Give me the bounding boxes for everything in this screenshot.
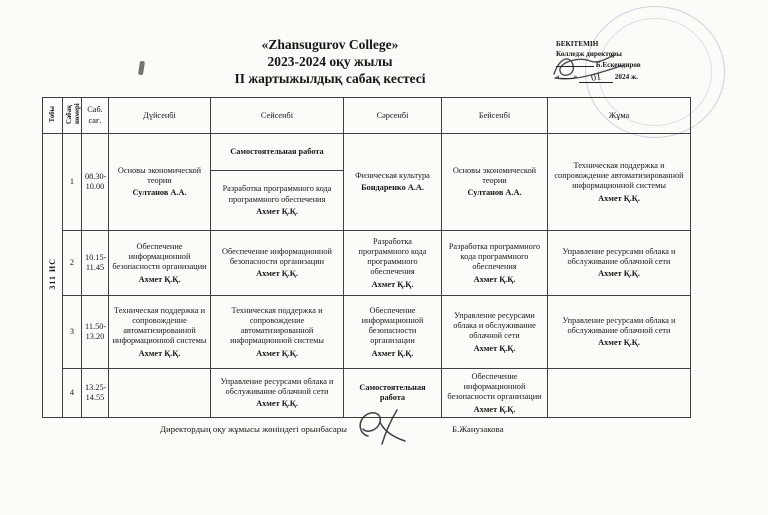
teacher: Ахмет Қ.Қ. — [473, 404, 516, 414]
deputy-director-name: Б.Жанузакова — [452, 424, 504, 434]
cell-friday-lesson4-empty — [548, 369, 691, 418]
college-name: «Zhansugurov College» — [261, 37, 399, 52]
header-row — [43, 98, 691, 134]
approval-year: 2024 ж. — [614, 72, 638, 81]
col-header-monday: Дүйсенбі — [109, 98, 211, 134]
teacher: Бондаренко А.А. — [361, 183, 424, 193]
col-header-group: Тобы — [43, 98, 63, 134]
col-header-tuesday: Сейсенбі — [211, 98, 344, 134]
schedule-subtitle: II жартыжылдық сабақ кестесі — [234, 71, 426, 86]
teacher: Ахмет Қ.Қ. — [256, 399, 298, 409]
col-header-wednesday: Сәрсенбі — [344, 98, 442, 134]
approval-label: БЕКІТЕМІН — [556, 40, 599, 48]
cell-friday-lesson2 — [548, 231, 691, 296]
subject: Разработка программного кода программного обеспечения — [222, 184, 332, 204]
deputy-director-label: Директордың оқу жұмысы жөніндегі орынбасары — [160, 424, 348, 434]
group-cell: 311 ИС — [43, 134, 63, 418]
teacher: Ахмет Қ.Қ. — [256, 348, 298, 358]
teacher: Ахмет Қ.Қ. — [473, 343, 516, 353]
subject: Управление ресурсами облака и обслуживание облачной сети — [562, 315, 676, 336]
cell-wednesday-lesson1 — [344, 134, 442, 231]
lesson3-time: 11.50-13.20 — [82, 296, 109, 369]
col-header-lesson-number: Сабақ нөмері — [63, 98, 82, 134]
teacher: Ахмет Қ.Қ. — [138, 274, 181, 284]
cell-tuesday-lesson1-bottom — [211, 171, 344, 231]
handwritten-month: 01 — [590, 70, 602, 84]
subject: Управление ресурсами облака и обслуживание облачной сети — [220, 376, 334, 397]
cell-wednesday-lesson3 — [344, 296, 442, 369]
teacher: Ахмет Қ.Қ. — [371, 348, 414, 358]
cell-tuesday-lesson4 — [211, 369, 344, 418]
teacher: Султанов А.А. — [467, 188, 522, 198]
quote-open: « — [556, 72, 560, 81]
director-name: Б.Ескендиров — [595, 61, 641, 69]
lesson1-row-top — [43, 134, 691, 171]
col-header-thursday: Бейсенбі — [442, 98, 548, 134]
teacher: Ахмет Қ.Қ. — [256, 269, 298, 279]
lesson2-number: 2 — [63, 231, 82, 296]
director-signature-scribble — [548, 50, 630, 84]
lesson3-row — [43, 296, 691, 369]
subject: Обеспечение информационной безопасности организации — [112, 241, 207, 272]
teacher: Ахмет Қ.Қ. — [256, 206, 298, 216]
teacher: Ахмет Қ.Қ. — [371, 279, 414, 289]
lesson2-time: 10.15-11.45 — [82, 231, 109, 296]
subject: Самостоятельная работа — [230, 147, 324, 157]
cell-monday-lesson3 — [109, 296, 211, 369]
teacher: Ахмет Қ.Қ. — [598, 338, 640, 348]
lesson1-number: 1 — [63, 134, 82, 231]
col-header-friday: Жұма — [548, 98, 691, 134]
cell-friday-lesson1 — [548, 134, 691, 231]
cell-monday-lesson1 — [109, 134, 211, 231]
document-title — [130, 36, 530, 87]
subject: Физическая культура — [355, 171, 430, 180]
teacher: Султанов А.А. — [132, 188, 187, 198]
quote-close: » — [573, 72, 578, 81]
lesson4-number: 4 — [63, 369, 82, 418]
teacher: Ахмет Қ.Қ. — [598, 269, 640, 279]
teacher: Ахмет Қ.Қ. — [473, 274, 516, 284]
subject: Основы экономической теории — [117, 165, 202, 186]
lesson2-row — [43, 231, 691, 296]
subject: Разработка программного кода программного обеспечения — [448, 241, 541, 272]
cell-thursday-lesson4 — [442, 369, 548, 418]
subject: Обеспечение информационной безопасности организации — [222, 246, 332, 267]
academic-year: 2023-2024 оқу жылы — [267, 54, 393, 69]
cell-monday-lesson4-empty — [109, 369, 211, 418]
subject: Самостоятельная работа — [359, 383, 426, 403]
cell-friday-lesson3 — [548, 296, 691, 369]
subject: Обеспечение информационной безопасности организации — [361, 305, 424, 346]
subject: Обеспечение информационной безопасности организации — [447, 371, 542, 402]
cell-tuesday-lesson2 — [211, 231, 344, 296]
director-role: Колледж директоры — [556, 49, 622, 58]
subject: Разработка программного кода программного обеспечения — [358, 236, 427, 277]
cell-tuesday-lesson1-top — [211, 134, 344, 171]
cell-monday-lesson2 — [109, 231, 211, 296]
cell-thursday-lesson1 — [442, 134, 548, 231]
deputy-signature-scribble — [352, 406, 410, 448]
subject: Техническая поддержка и сопровождение автоматизированной информационной системы — [230, 305, 324, 346]
teacher: Ахмет Қ.Қ. — [138, 348, 181, 358]
cell-thursday-lesson2 — [442, 231, 548, 296]
col-header-hours: Саб. сағ. — [82, 98, 109, 134]
cell-thursday-lesson3 — [442, 296, 548, 369]
lesson4-time: 13.25-14.55 — [82, 369, 109, 418]
subject: Техническая поддержка и сопровождение автоматизированной информационной системы — [554, 160, 684, 191]
subject: Управление ресурсами облака и обслуживание облачной сети — [453, 310, 536, 341]
lesson3-number: 3 — [63, 296, 82, 369]
schedule-table — [42, 97, 691, 418]
cell-wednesday-lesson2 — [344, 231, 442, 296]
lesson1-time: 08.30-10.00 — [82, 134, 109, 231]
teacher: Ахмет Қ.Қ. — [598, 193, 640, 203]
subject: Управление ресурсами облака и обслуживание облачной сети — [562, 246, 676, 267]
subject: Техническая поддержка и сопровождение автоматизированной информационной системы — [112, 305, 207, 346]
subject: Основы экономической теории — [452, 165, 537, 186]
cell-tuesday-lesson3 — [211, 296, 344, 369]
